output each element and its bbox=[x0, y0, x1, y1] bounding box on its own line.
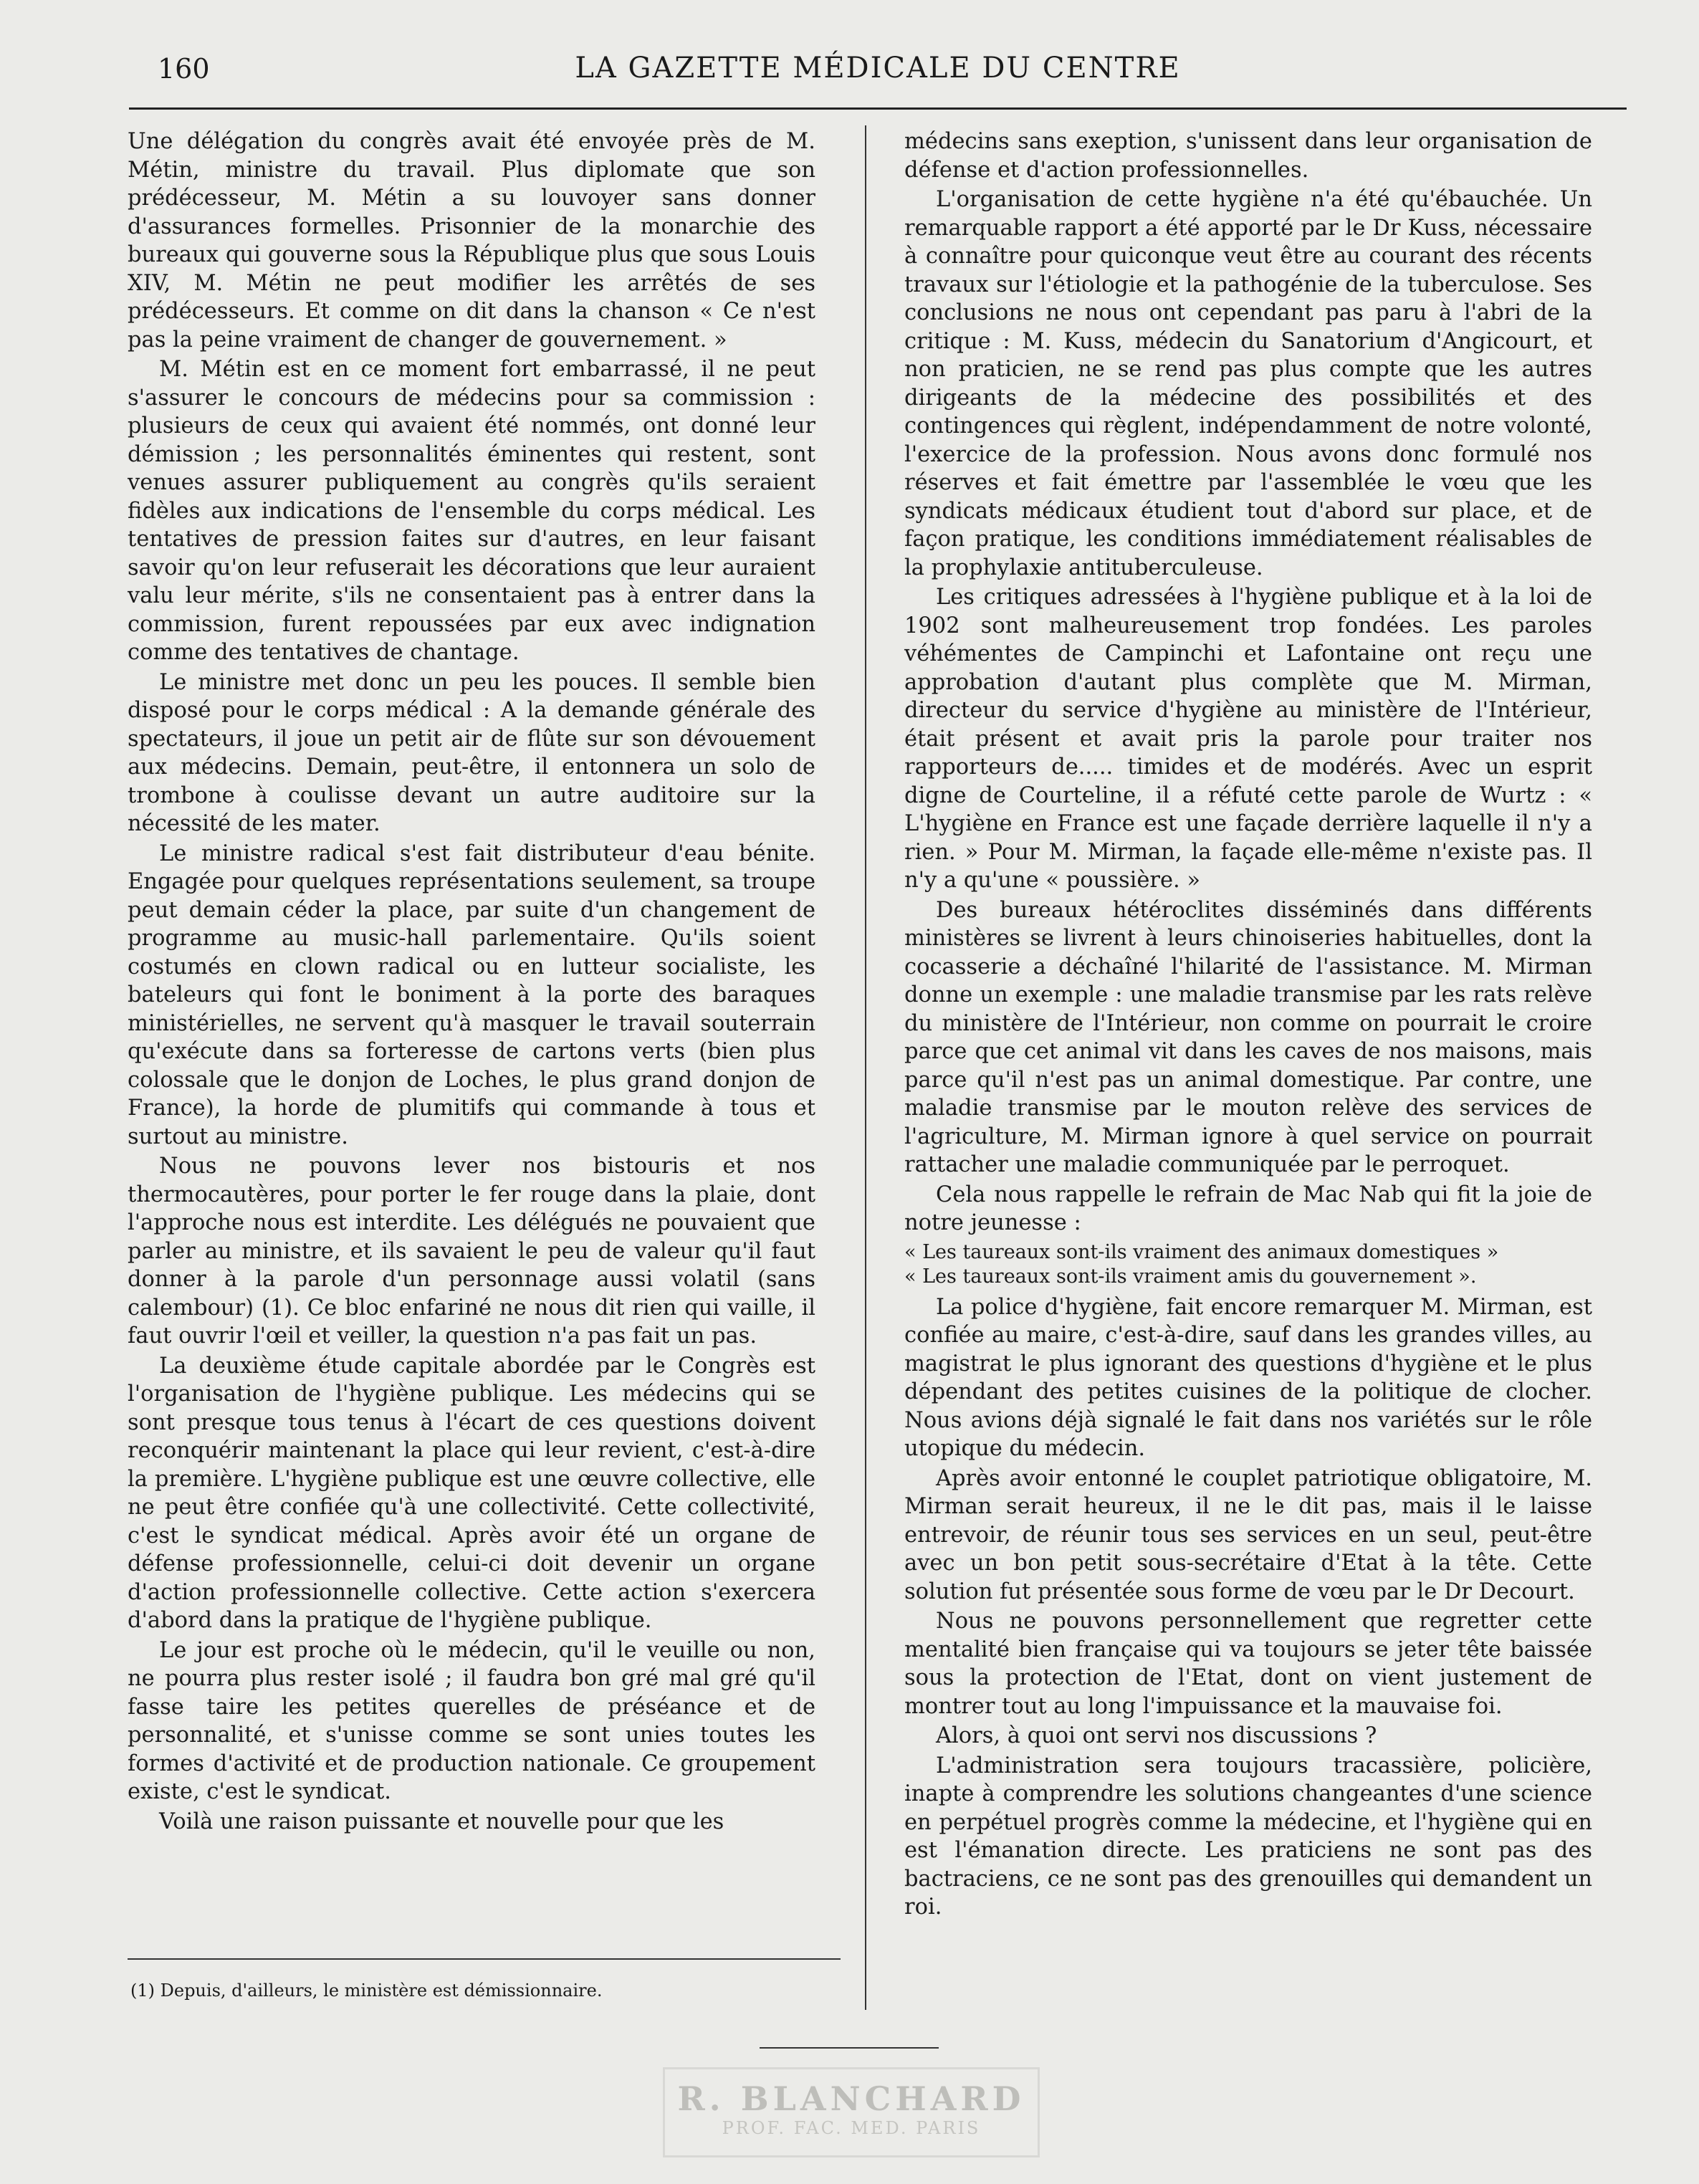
paragraph: Nous ne pouvons lever nos bistouris et nos thermocautères, pour porter le fer rouge dans la plaie, dont l'approche nous est interdite. Les délégués ne pouvaient que parler au ministre, et ils savaient le peu de valeur qu'il faut donner à la parole d'un personnage aussi volatil (sans calembour) (1). Ce bloc enfariné ne nous dit rien qui vaille, il faut ouvrir l'œil et veiller, la question n'a pas fait un pas. bbox=[128, 1154, 815, 1349]
stamp-name: R. BLANCHARD bbox=[677, 2079, 1025, 2118]
footnote: (1) Depuis, d'ailleurs, le ministère est démissionnaire. bbox=[130, 1981, 603, 2001]
paragraph: Nous ne pouvons personnellement que regretter cette mentalité bien française qui va toujours se jeter tête baissée sous la protection de l'Etat, dont on vient justement de montrer tout au long l'impuissance et la mauvaise foi. bbox=[904, 1609, 1592, 1719]
paragraph: Voilà une raison puissante et nouvelle pour que les bbox=[159, 1809, 724, 1834]
page-number: 160 bbox=[158, 53, 210, 85]
paragraph: L'administration sera toujours tracassière, policière, inapte à comprendre les solutions changeantes d'une science en perpétuel progrès comme la médecine, et l'hygiène qui en est l'émanation directe. Les praticiens ne sont pas des bactraciens, ce ne sont pas des grenouilles qui demandent un roi. bbox=[904, 1753, 1592, 1920]
page-header bbox=[129, 44, 1627, 95]
stamp-subtitle: PROF. FAC. MED. PARIS bbox=[722, 2118, 981, 2138]
paragraph: La police d'hygiène, fait encore remarquer M. Mirman, est confiée au maire, c'est-à-dire, sauf dans les grandes villes, au magistrat le plus ignorant des questions d'hygiène et le plus dépendant des petites cuisines de la politique de clocher. Nous avions déjà signalé le fait dans nos variétés sur le rôle utopique du médecin. bbox=[904, 1294, 1592, 1461]
header-rule bbox=[129, 107, 1627, 110]
right-column bbox=[904, 128, 1592, 1923]
paragraph: médecins sans exeption, s'unissent dans leur organisation de défense et d'action professionnelles. bbox=[904, 129, 1592, 183]
end-rule bbox=[760, 2047, 939, 2049]
song-quote bbox=[904, 1240, 1592, 1289]
paragraph: Les critiques adressées à l'hygiène publique et à la loi de 1902 sont malheureusement trop fondées. Les paroles véhémentes de Campinchi et Lafontaine ont reçu une approbation d'autant plus complète que M. Mirman, directeur du service d'hygiène au ministère de l'Intérieur, était présent et avait pris la parole pour traiter nos rapporteurs de..... timides et de modérés. Avec un esprit digne de Courteline, il a réfuté cette parole de Wurtz : « L'hygiène en France est une façade derrière laquelle il n'y a rien. » Pour M. Mirman, la façade elle-même n'existe pas. Il n'y a qu'une « poussière. » bbox=[904, 585, 1592, 893]
paragraph: Une délégation du congrès avait été envoyée près de M. Métin, ministre du travail. Plus diplomate que son prédécesseur, M. Métin a su louvoyer sans donner d'assurances formelles. Prisonnier de la monarchie des bureaux qui gouverne sous la République plus que sous Louis XIV, M. Métin ne peut modifier les arrêtés de ses prédécesseurs. Et comme on dit dans la chanson « Ce n'est pas la peine vraiment de changer de gouvernement. » bbox=[128, 129, 815, 353]
paragraph: La deuxième étude capitale abordée par le Congrès est l'organisation de l'hygiène publique. Les médecins qui se sont presque tous tenus à l'écart de ces questions doivent reconquérir maintenant la place qui leur revient, c'est-à-dire la première. L'hygiène publique est une œuvre collective, elle ne peut être confiée qu'à une collectivité. Cette collectivité, c'est le syndicat médical. Après avoir été un organe de défense professionnelle, celui-ci doit devenir un organe d'action professionnelle collective. Cette action s'exercera d'abord dans la pratique de l'hygiène publique. bbox=[128, 1353, 815, 1633]
column-rule bbox=[865, 125, 866, 2010]
footnote-rule bbox=[128, 1958, 841, 1960]
paragraph: Le ministre radical s'est fait distributeur d'eau bénite. Engagée pour quelques représentations seulement, sa troupe peut demain céder la place, par suite d'un changement de programme au music-hall parlementaire. Qu'ils soient costumés en clown radical ou en lutteur socialiste, les bateleurs qui font le boniment à la porte des baraques ministérielles, ne servent qu'à masquer le travail souterrain qu'exécute dans sa forteresse de cartons verts (bien plus colossale que le donjon de Loches, le plus grand donjon de France), la horde de plumitifs qui commande à tous et surtout au ministre. bbox=[128, 840, 815, 1149]
paragraph: M. Métin est en ce moment fort embarrassé, il ne peut s'assurer le concours de médecins pour sa commission : plusieurs de ceux qui avaient été nommés, ont donné leur démission ; les personnalités éminentes qui restent, sont venues assurer publiquement au congrès qu'ils seraient fidèles aux indications de l'ensemble du corps médical. Les tentatives de pression faites sur d'autres, en leur faisant savoir qu'on leur refuserait les décorations que leur auraient valu leur mérite, s'ils ne consentaient pas à entrer dans la commission, furent repoussées par eux avec indignation comme des tentatives de chantage. bbox=[128, 357, 815, 665]
paragraph: Des bureaux hétéroclites disséminés dans différents ministères se livrent à leurs chinoiseries habituelles, dont la cocasserie a déchaîné l'hilarité de l'assistance. M. Mirman donne un exemple : une maladie transmise par les rats relève du ministère de l'Intérieur, non comme on pourrait le croire parce que cet animal vit dans les caves de nos maisons, mais parce qu'il n'est pas un animal domestique. Par contre, une maladie transmise par le mouton relève des services de l'agriculture, M. Mirman ignore à quel service on pourrait rattacher une maladie communiquée par le perroquet. bbox=[904, 897, 1592, 1177]
paragraph: Le jour est proche où le médecin, qu'il le veuille ou non, ne pourra plus rester isolé ; il faudra bon gré mal gré qu'il fasse taire les petites querelles de préséance et de personnalité, et s'unisse comme se sont unies toutes les formes d'activité et de production nationale. Ce groupement existe, c'est le syndicat. bbox=[128, 1637, 815, 1804]
library-stamp bbox=[663, 2067, 1040, 2157]
paragraph: Le ministre met donc un peu les pouces. Il semble bien disposé pour le corps médical : A la demande générale des spectateurs, il joue un petit air de flûte sur son dévouement aux médecins. Demain, peut-être, il entonnera un solo de trombone à coulisse devant un autre auditoire sur la nécessité de les mater. bbox=[128, 669, 815, 836]
paragraph: L'organisation de cette hygiène n'a été qu'ébauchée. Un remarquable rapport a été apporté par le Dr Kuss, nécessaire à connaître pour quiconque veut être au courant des récents travaux sur l'étiologie et la pathogénie de la tuberculose. Ses conclusions ne nous ont cependant pas paru à l'abri de la critique : M. Kuss, médecin du Sanatorium d'Angicourt, et non praticien, ne se rend pas plus compte que les autres dirigeants de la médecine des possibilités et des contingences qui règlent, indépendamment de notre volonté, l'exercice de la profession. Nous avons donc formulé nos réserves et fait émettre par l'assemblée le vœu que les syndicats médicaux étudient tout d'abord sur place, et de façon pratique, les conditions immédiatement réalisables de la prophylaxie antituberculeuse. bbox=[904, 187, 1592, 580]
running-title: LA GAZETTE MÉDICALE DU CENTRE bbox=[575, 52, 1181, 85]
paragraph: Cela nous rappelle le refrain de Mac Nab qui fit la joie de notre jeunesse : bbox=[904, 1182, 1592, 1235]
paragraph: Alors, à quoi ont servi nos discussions ? bbox=[936, 1723, 1377, 1748]
left-column bbox=[128, 128, 815, 1837]
song-line: « Les taureaux sont-ils vraiment des animaux domestiques » bbox=[904, 1240, 1499, 1263]
paragraph: Après avoir entonné le couplet patriotique obligatoire, M. Mirman serait heureux, il ne le dit pas, mais il le laisse entrevoir, de réunir tous ses services en un seul, peut-être avec un bon petit sous-secrétaire d'Etat à la tête. Cette solution fut présentée sous forme de vœu par le Dr Decourt. bbox=[904, 1465, 1592, 1604]
song-line: « Les taureaux sont-ils vraiment amis du gouvernement ». bbox=[904, 1265, 1477, 1288]
